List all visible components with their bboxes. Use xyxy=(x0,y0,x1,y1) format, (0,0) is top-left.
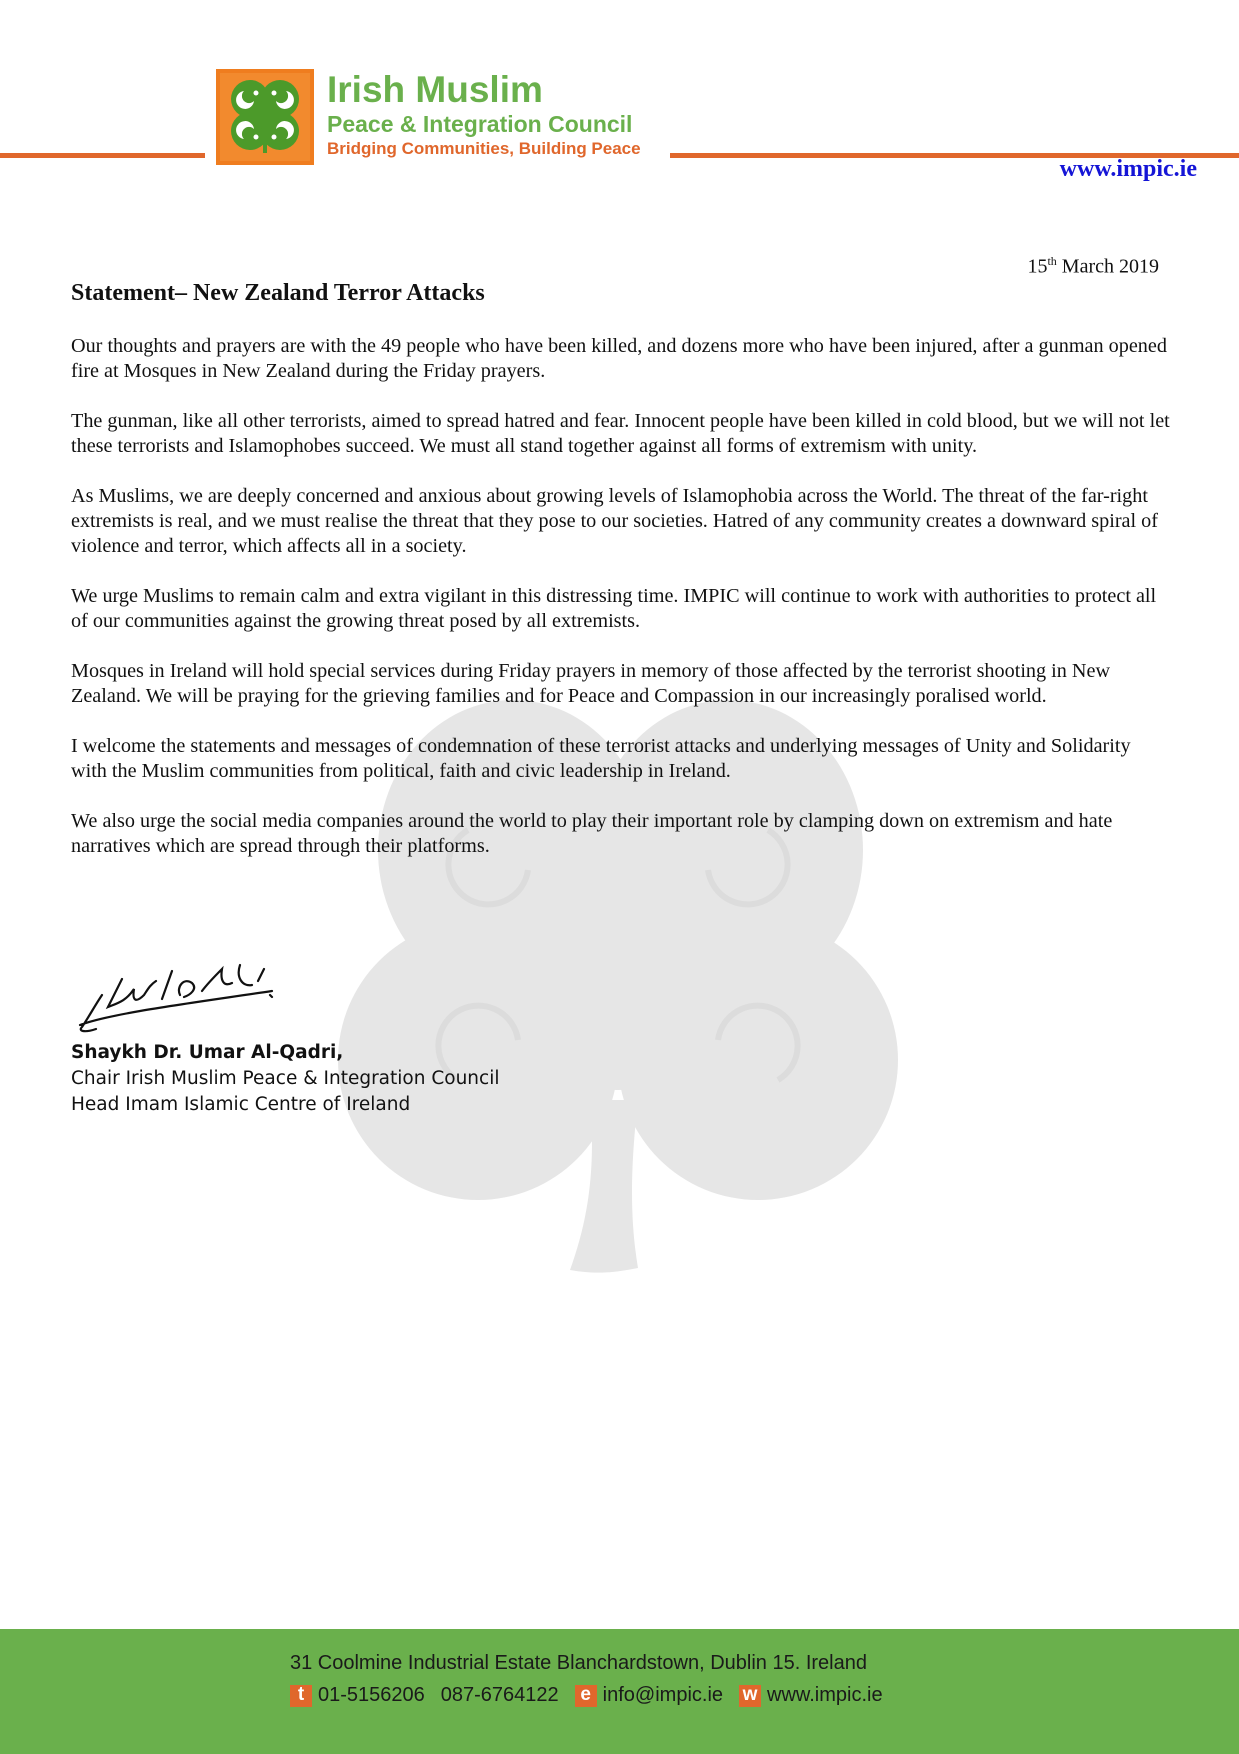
org-name-block xyxy=(327,70,641,160)
phone-icon: t xyxy=(290,1685,312,1707)
paragraph: We urge Muslims to remain calm and extra vigilant in this distressing time. IMPIC will continue to work with authorities to protect all of our communities against the growing threat posed by all extremists. xyxy=(71,585,1157,632)
email-icon: e xyxy=(575,1685,597,1707)
signatory-role-imam: Head Imam Islamic Centre of Ireland xyxy=(71,1094,411,1115)
org-name-line2: Peace & Integration Council xyxy=(327,111,633,137)
header-rule-left xyxy=(0,153,205,158)
org-tagline: Bridging Communities, Building Peace xyxy=(327,139,641,158)
web-icon: w xyxy=(739,1685,761,1707)
org-name-line1: Irish Muslim xyxy=(327,69,543,110)
statement-body xyxy=(71,334,1171,884)
footer-website-link[interactable]: www.impic.ie xyxy=(767,1684,883,1706)
phone-number-1[interactable]: 01-5156206 xyxy=(318,1684,425,1706)
footer-email-link[interactable]: info@impic.ie xyxy=(602,1684,724,1706)
paragraph: As Muslims, we are deeply concerned and anxious about growing levels of Islamophobia across the World. The threat of the far-right extremists is real, and we must realise the threat that they pose to our societies. Hatred of any community creates a downward spiral of violence and terror, which affects all in a society. xyxy=(71,485,1158,557)
phone-number-2[interactable]: 087-6764122 xyxy=(440,1684,559,1706)
date-day: 15 xyxy=(1027,255,1048,278)
signatory-block xyxy=(71,1040,499,1118)
paragraph: We also urge the social media companies around the world to play their important role by clamping down on extremism and hate narratives which are spread through their platforms. xyxy=(71,810,1113,857)
paragraph: I welcome the statements and messages of condemnation of these terrorist attacks and underlying messages of Unity and Solidarity with the Muslim communities from political, faith and civic leadership in Ireland. xyxy=(71,735,1131,782)
footer-contacts xyxy=(290,1684,883,1707)
date-suffix: th xyxy=(1047,254,1057,268)
shamrock-crescent-logo-icon xyxy=(216,69,314,165)
letter-date xyxy=(1027,254,1159,279)
signatory-role-chair: Chair Irish Muslim Peace & Integration Council xyxy=(71,1068,500,1089)
header-website-link[interactable]: www.impic.ie xyxy=(1059,156,1197,182)
logo xyxy=(216,69,314,165)
paragraph: Our thoughts and prayers are with the 49 people who have been killed, and dozens more who have been injured, after a gunman opened fire at Mosques in New Zealand during the Friday prayers. xyxy=(71,335,1167,382)
date-month-year: March 2019 xyxy=(1056,255,1159,278)
footer-bar xyxy=(0,1629,1239,1754)
footer-address: 31 Coolmine Industrial Estate Blanchardstown, Dublin 15. Ireland xyxy=(290,1652,867,1674)
paragraph: Mosques in Ireland will hold special services during Friday prayers in memory of those affected by the terrorist shooting in New Zealand. We will be praying for the grieving families and for Peace and Compassion in our increasingly poralised world. xyxy=(71,660,1111,707)
handwritten-signature xyxy=(72,955,292,1040)
signatory-name: Shaykh Dr. Umar Al-Qadri, xyxy=(71,1042,344,1063)
paragraph: The gunman, like all other terrorists, aimed to spread hatred and fear. Innocent people have been killed in cold blood, but we will not let these terrorists and Islamophobes succeed. We must all stand together against all forms of extremism with unity. xyxy=(71,410,1170,457)
statement-title: Statement– New Zealand Terror Attacks xyxy=(71,280,485,306)
